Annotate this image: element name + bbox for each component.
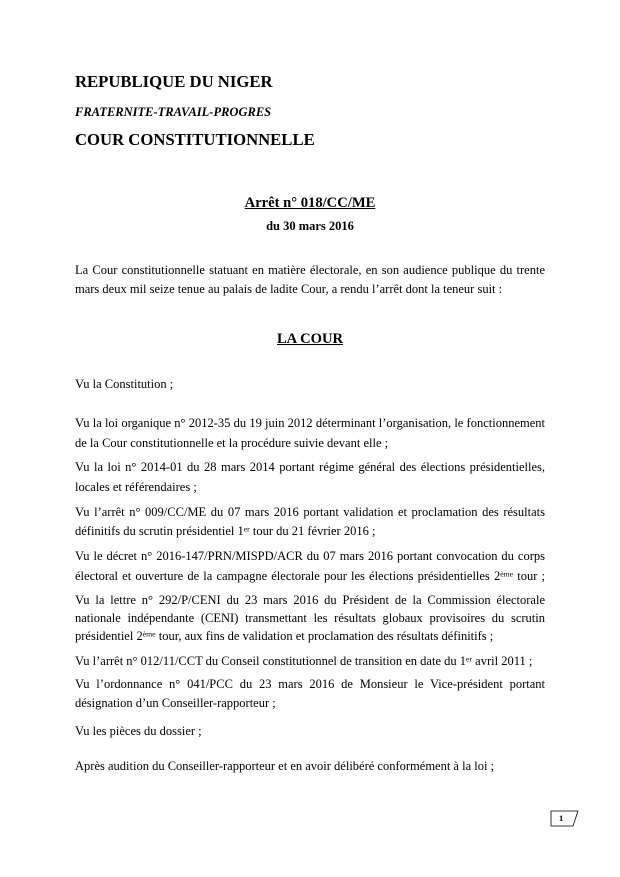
ordinal-superscript: er	[243, 524, 250, 534]
visa-line: de la Cour constitutionnelle et la procédure suivie devant elle ;	[75, 436, 389, 450]
visa-line	[75, 627, 545, 645]
deliberation-line: Après audition du Conseiller-rapporteur et en avoir délibéré conformément à la loi ;	[75, 759, 495, 773]
visa-line-text: avril 2011 ;	[472, 654, 533, 668]
visa-line: Vu la loi n° 2014-01 du 28 mars 2014 portant régime général des élections présidentielles,	[75, 460, 545, 474]
visa-line: Vu le décret n° 2016-147/PRN/MISPD/ACR du 07 mars 2016 portant convocation du corps	[75, 549, 545, 563]
visa-transition-council-ruling	[75, 651, 545, 671]
visa-line-text: tour du 21 février 2016 ;	[249, 523, 376, 538]
visa-line	[75, 522, 545, 541]
preamble-line: mars deux mil seize tenue au palais de ladite Cour, a rendu l’arrêt dont la teneur suit :	[75, 281, 503, 296]
ordinal-superscript: ème	[500, 569, 514, 579]
visa-organic-law	[75, 413, 545, 453]
visa-first-round-ruling	[75, 503, 545, 541]
page-number: 1	[559, 813, 564, 823]
visa-line-text: tour, aux fins de validation et proclamation des résultats définitifs ;	[155, 629, 494, 643]
visa-line: nationale indépendante (CENI) transmettant les résultats globaux provisoires du scrutin	[75, 611, 545, 625]
visa-line-text: Vu l’arrêt n° 012/11/CCT du Conseil constitutionnel de transition en date du 1	[75, 654, 466, 668]
visa-line: Vu la loi organique n° 2012-35 du 19 juin 2012 déterminant l’organisation, le fonctionnement	[75, 416, 545, 430]
decision-reference: Arrêt n° 018/CC/ME	[244, 195, 376, 211]
visa-case-documents	[75, 721, 545, 741]
visa-line: désignation d’un Conseiller-rapporteur ;	[75, 695, 276, 710]
visa-ceni-letter	[75, 591, 545, 645]
preamble-paragraph	[75, 261, 545, 299]
section-heading: LA COUR	[276, 331, 344, 347]
visa-convocation-decree	[75, 546, 545, 586]
visa-line: Vu la lettre n° 292/P/CENI du 23 mars 2016 du Président de la Commission électorale	[75, 593, 545, 607]
visa-line: Vu l’ordonnance n° 041/PCC du 23 mars 2016 de Monsieur le Vice-président portant	[75, 676, 545, 691]
decision-date: du 30 mars 2016	[266, 218, 354, 233]
ordinal-superscript: er	[466, 654, 473, 664]
visa-line-text: tour ;	[513, 569, 546, 583]
visa-line: Vu l’arrêt n° 009/CC/ME du 07 mars 2016 portant validation et proclamation des résultats	[75, 504, 545, 519]
visa-line: Vu la Constitution ;	[75, 377, 174, 391]
visa-line-text: présidentiel 2	[75, 629, 143, 643]
country-name: REPUBLIQUE DU NIGER	[75, 72, 273, 91]
preamble-line: La Cour constitutionnelle statuant en matière électorale, en son audience publique du trente	[75, 262, 545, 277]
visa-line-text: définitifs du scrutin présidentiel 1	[75, 523, 244, 538]
visa-line	[75, 566, 545, 586]
visa-electoral-law	[75, 457, 545, 497]
institution-name: COUR CONSTITUTIONNELLE	[75, 130, 315, 149]
national-motto: FRATERNITE-TRAVAIL-PROGRES	[75, 104, 272, 119]
visa-rapporteur-ordinance	[75, 675, 545, 713]
visa-line: Vu les pièces du dossier ;	[75, 724, 202, 738]
visa-line-text: électoral et ouverture de la campagne électorale pour les élections présidentielles 2	[75, 569, 501, 583]
page-number-box	[549, 809, 581, 829]
ordinal-superscript: ème	[142, 629, 156, 639]
visa-line: locales et référendaires ;	[75, 480, 197, 494]
page-number-frame	[549, 809, 581, 829]
visa-constitution	[75, 374, 545, 394]
deliberation-statement	[75, 756, 545, 776]
visa-line	[75, 651, 545, 671]
